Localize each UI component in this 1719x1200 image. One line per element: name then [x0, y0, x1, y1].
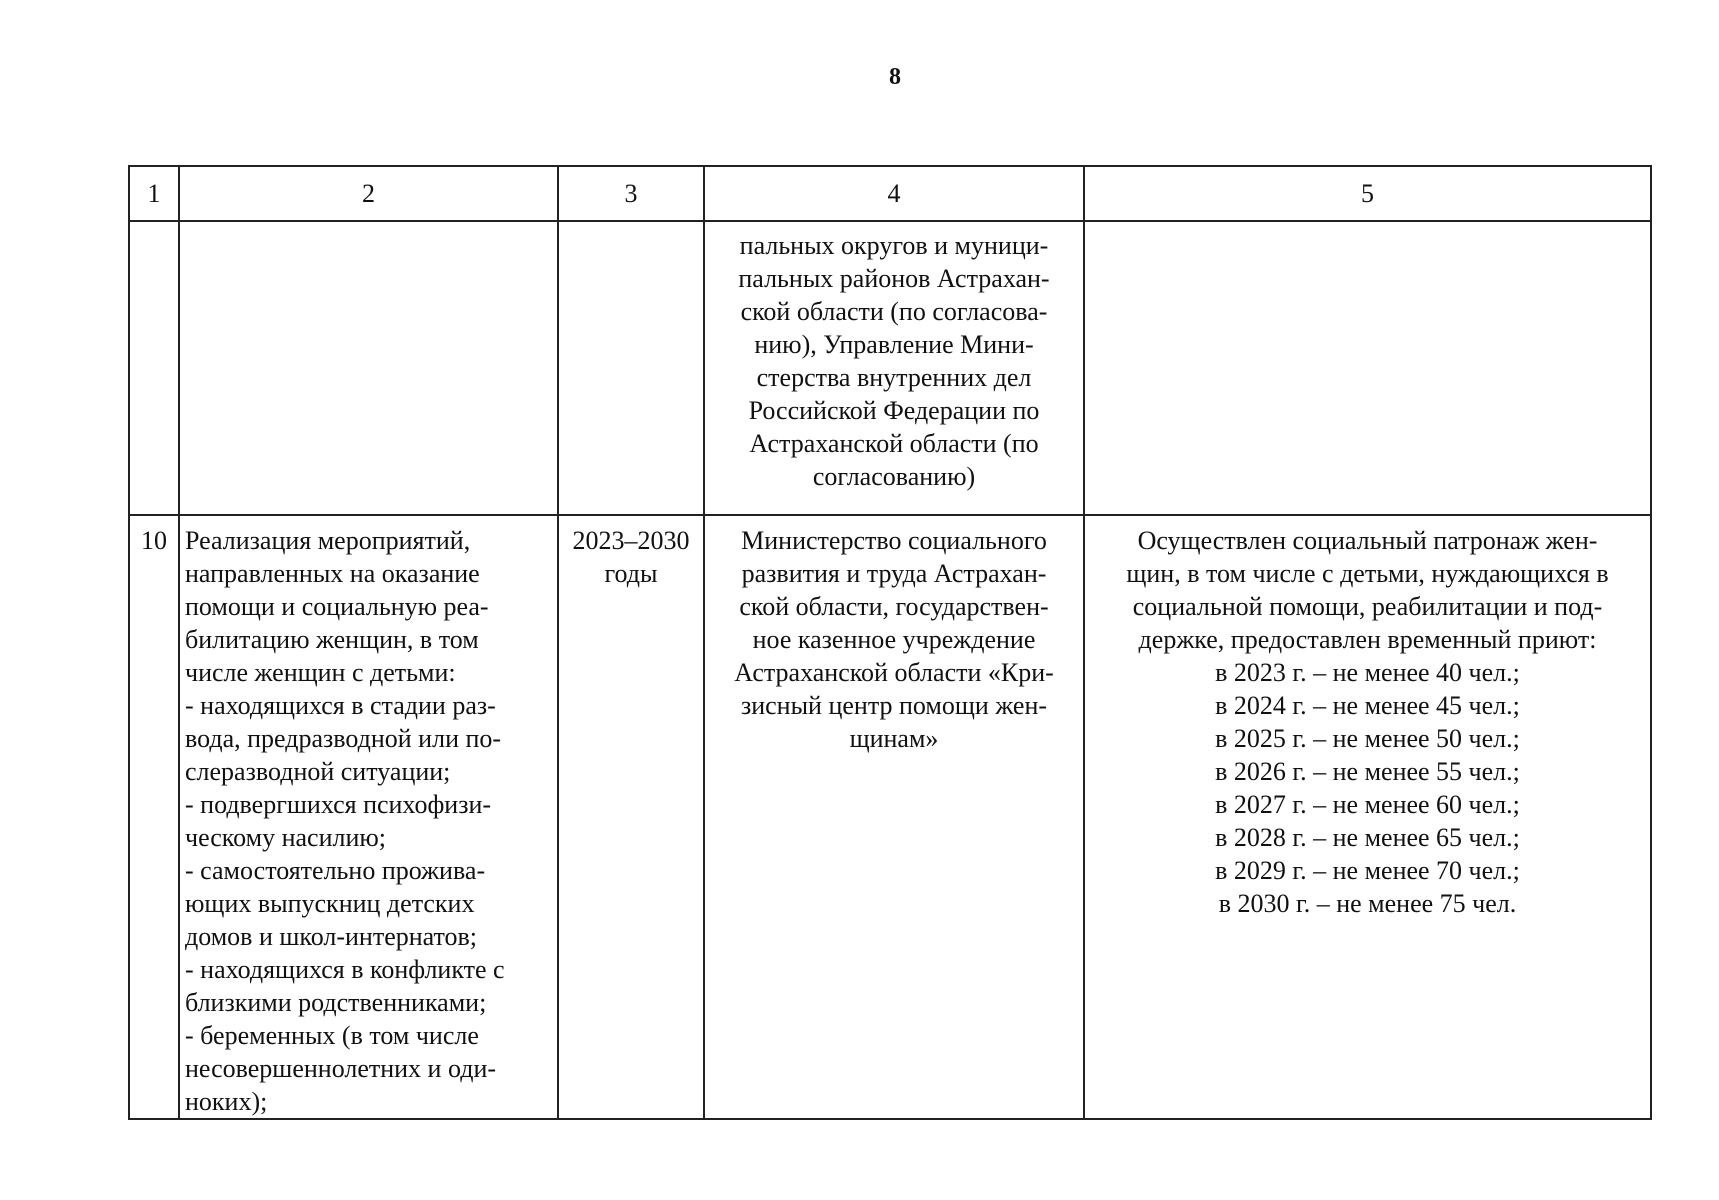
text-line: Осуществлен социальный патронаж жен- — [1137, 526, 1598, 555]
text-line: Реализация мероприятий, — [185, 526, 471, 555]
text-line: ное казенное учреждение — [752, 625, 1036, 654]
table-row — [129, 221, 1651, 515]
text-line: согласованию) — [812, 462, 976, 491]
text-line: в 2026 г. – не менее 55 чел.; — [1215, 757, 1520, 786]
text-line: в 2024 г. – не менее 45 чел.; — [1215, 691, 1520, 720]
cont-col-3 — [558, 221, 704, 515]
header-col-4: 4 — [704, 166, 1084, 221]
header-col-5: 5 — [1084, 166, 1651, 221]
text-line: вода, предразводной или по- — [185, 724, 502, 753]
page-number: 8 — [889, 64, 901, 90]
text-line: развития и труда Астрахан- — [741, 559, 1047, 588]
text-line: - подвергшихся психофизи- — [185, 790, 492, 819]
measure-description-cell — [179, 515, 558, 1119]
header-col-2: 2 — [179, 166, 558, 221]
text-line: в 2027 г. – не менее 60 чел.; — [1215, 790, 1520, 819]
text-line: держке, предоставлен временный приют: — [1138, 625, 1597, 654]
text-line: домов и школ-интернатов; — [185, 922, 478, 951]
text-line: слеразводной ситуации; — [185, 757, 451, 786]
result-cell — [1084, 515, 1651, 1119]
table-row — [129, 515, 1651, 1119]
text-line: ческому насилию; — [185, 823, 387, 852]
text-line: в 2029 г. – не менее 70 чел.; — [1215, 856, 1520, 885]
responsible-cell — [704, 515, 1084, 1119]
text-line: стерства внутренних дел — [756, 363, 1032, 392]
text-line: 2023–2030 — [572, 526, 690, 555]
text-line: пальных районов Астрахан- — [738, 264, 1050, 293]
text-line: в 2025 г. – не менее 50 чел.; — [1215, 724, 1520, 753]
text-line: в 2028 г. – не менее 65 чел.; — [1215, 823, 1520, 852]
cont-responsible-cell — [704, 221, 1084, 515]
text-line: щин, в том числе с детьми, нуждающихся в — [1126, 559, 1609, 588]
header-col-1: 1 — [129, 166, 179, 221]
text-line: Астраханской области (по — [749, 429, 1039, 458]
text-line: в 2023 г. – не менее 40 чел.; — [1215, 658, 1520, 687]
text-line: ющих выпускниц детских — [185, 889, 475, 918]
text-line: социальной помощи, реабилитации и под- — [1132, 592, 1603, 621]
text-line: направленных на оказание — [185, 559, 480, 588]
text-line: числе женщин с детьми: — [185, 658, 456, 687]
text-line: - беременных (в том числе — [185, 1021, 479, 1050]
text-line: Российской Федерации по — [748, 396, 1040, 425]
period-cell — [558, 515, 704, 1119]
text-line: зисный центр помощи жен- — [740, 691, 1048, 720]
text-line: близкими родственниками; — [185, 988, 487, 1017]
text-line: Астраханской области «Кри- — [734, 658, 1054, 687]
text-line: Министерство социального — [741, 526, 1047, 555]
text-line: - самостоятельно прожива- — [185, 856, 486, 885]
text-line: пальных округов и муници- — [739, 231, 1049, 260]
cont-col-2 — [179, 221, 558, 515]
text-line: ноких); — [185, 1087, 268, 1116]
text-line: нию), Управление Мини- — [754, 330, 1034, 359]
text-line: ской области, государствен- — [739, 592, 1049, 621]
header-col-3: 3 — [558, 166, 704, 221]
text-line: несовершеннолетних и оди- — [185, 1054, 497, 1083]
text-line: ской области (по согласова- — [740, 297, 1048, 326]
cont-col-5 — [1084, 221, 1651, 515]
text-line: годы — [604, 559, 658, 588]
measures-table — [128, 165, 1652, 1120]
text-line: - находящихся в стадии раз- — [185, 691, 496, 720]
row-number: 10 — [129, 515, 179, 1119]
cont-col-1 — [129, 221, 179, 515]
text-line: билитацию женщин, в том — [185, 625, 479, 654]
table-header-row — [129, 166, 1651, 221]
text-line: помощи и социальную реа- — [185, 592, 489, 621]
text-line: щинам» — [849, 724, 939, 753]
text-line: - находящихся в конфликте с — [185, 955, 505, 984]
text-line: в 2030 г. – не менее 75 чел. — [1218, 889, 1517, 918]
